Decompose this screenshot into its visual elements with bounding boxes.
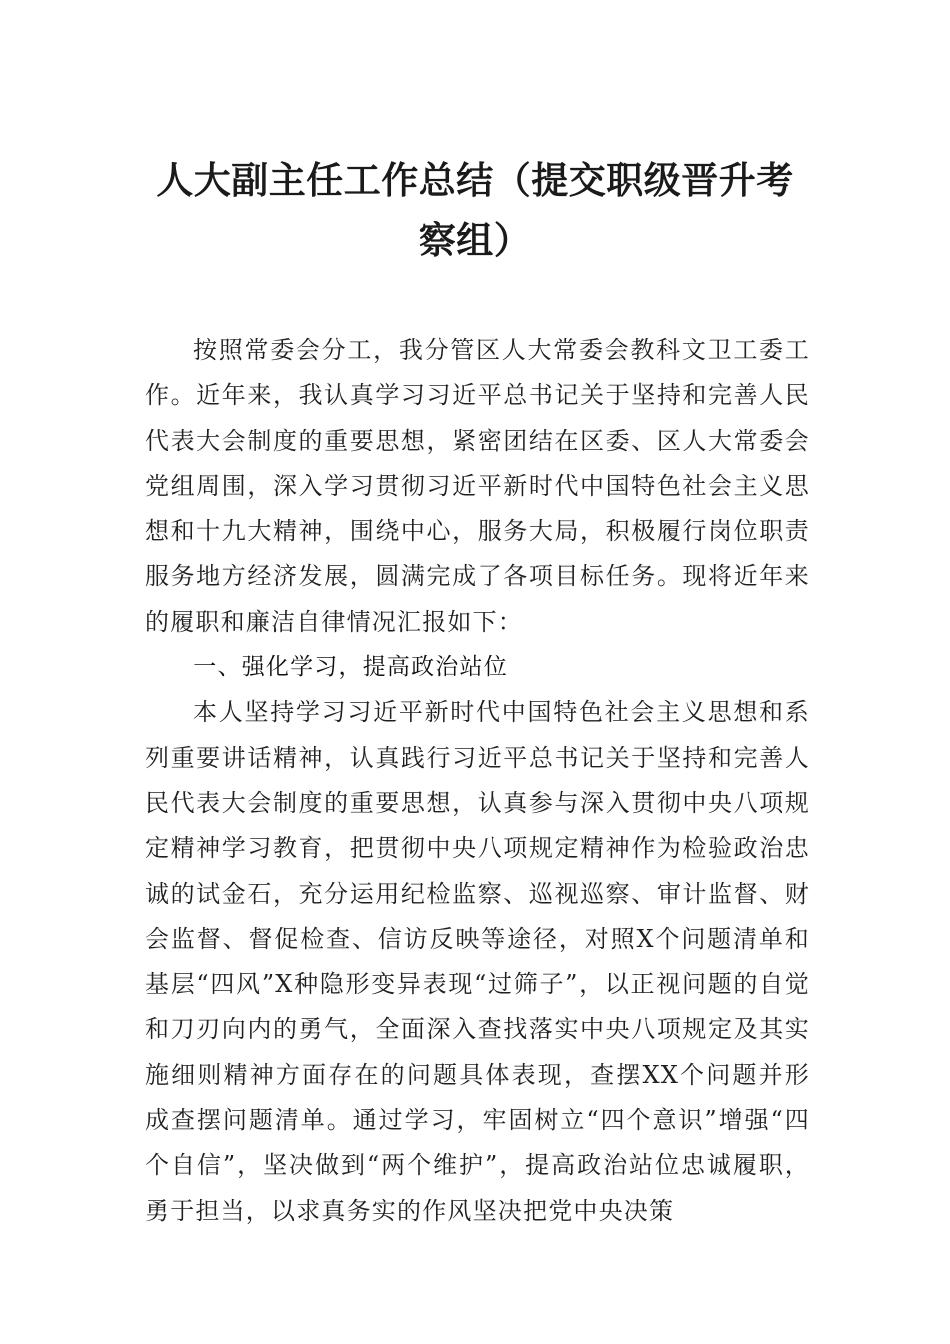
section-1-paragraph: 本人坚持学习习近平新时代中国特色社会主义思想和系列重要讲话精神，认真践行习近平总书记关于坚持和完善人民代表大会制度的重要思想，认真参与深入贯彻中央八项规定精神学习教育，把贯彻中央八项规定精神作为检验政治忠诚的试金石，充分运用纪检监察、巡视巡察、审计监督、财会监督、督促检查、信访反映等途径，对照X个问题清单和基层“四风”X种隐形变异表现“过筛子”，以正视问题的自觉和刀刃向内的勇气，全面深入查找落实中央八项规定及其实施细则精神方面存在的问题具体表现，查摆XX个问题并形成查摆问题清单。通过学习，牢固树立“四个意识”增强“四个自信”，坚决做到“两个维护”，提高政治站位忠诚履职，勇于担当，以求真务实的作风坚决把党中央决策 bbox=[145, 698, 810, 1225]
section-1-heading: 一、强化学习，提高政治站位 bbox=[193, 654, 508, 681]
intro-paragraph: 按照常委会分工，我分管区人大常委会教科文卫工委工作。近年来，我认真学习习近平总书记关于坚持和完善人民代表大会制度的重要思想，紧密团结在区委、区人大常委会党组周围，深入学习贯彻习近平新时代中国特色社会主义思想和十九大精神，围绕中心，服务大局，积极履行岗位职责服务地方经济发展，圆满完成了各项目标任务。现将近年来的履职和廉洁自律情况汇报如下： bbox=[145, 336, 810, 636]
document-body bbox=[145, 328, 810, 1234]
document-title: 人大副主任工作总结（提交职级晋升考察组） bbox=[156, 158, 794, 262]
